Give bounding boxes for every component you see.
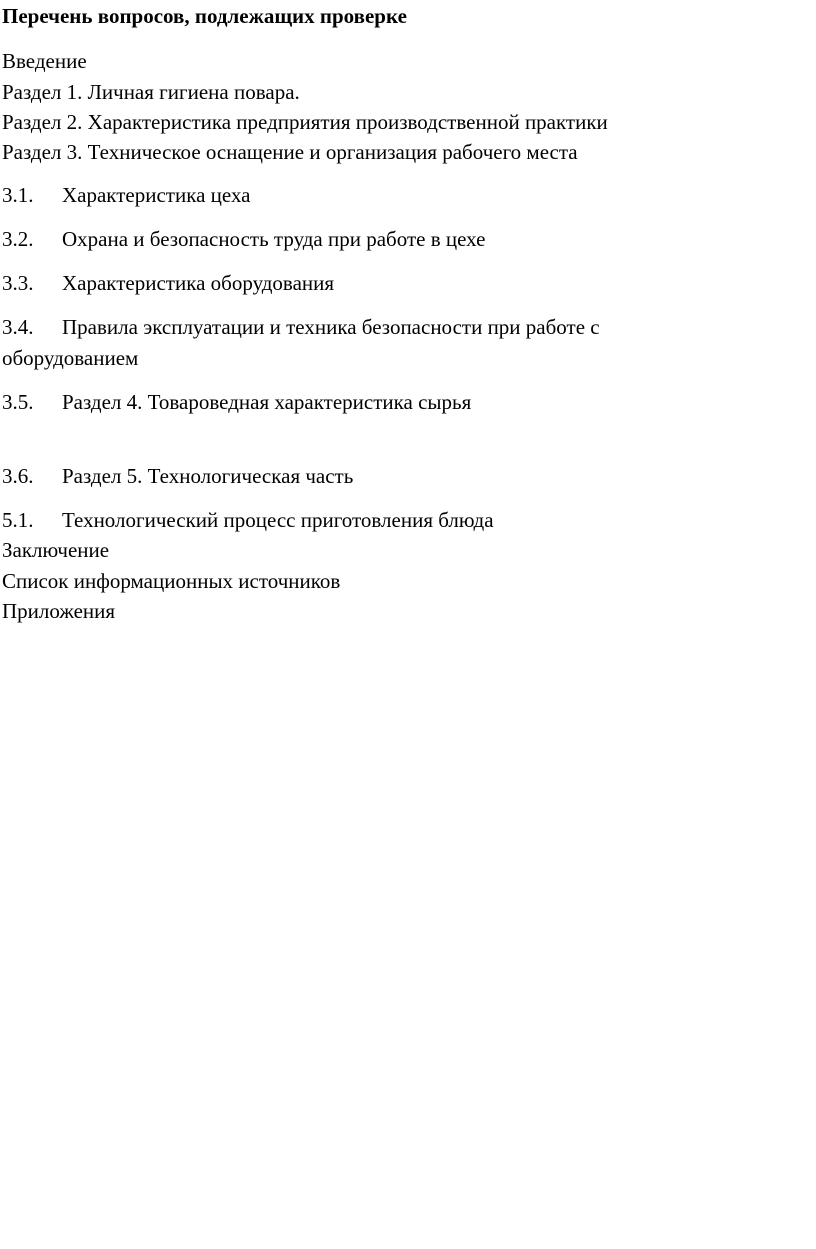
outro-line-sources: Список информационных источников [2, 569, 341, 593]
list-item-text: Правила эксплуатации и техника безопасности при работе с [62, 315, 600, 339]
list-item-number: 3.6. [2, 464, 34, 488]
list-item-5-1 [2, 505, 494, 536]
outro-line-conclusion: Заключение [2, 538, 110, 562]
intro-line-section-2: Раздел 2. Характеристика предприятия производственной практики [2, 110, 608, 134]
list-item-3-4 [2, 312, 702, 374]
list-item-3-5 [2, 387, 471, 418]
list-item-text: Раздел 5. Технологическая часть [62, 464, 354, 488]
intro-line-introduction: Введение [2, 49, 87, 73]
list-item-3-3 [2, 268, 334, 299]
list-item-number: 3.3. [2, 271, 34, 295]
list-item-number: 3.5. [2, 390, 34, 414]
intro-line-section-1: Раздел 1. Личная гигиена повара. [2, 80, 300, 104]
list-item-3-1 [2, 180, 251, 211]
list-item-text: Раздел 4. Товароведная характеристика сырья [62, 390, 472, 414]
outro-line-appendices: Приложения [2, 599, 116, 623]
list-item-text: Характеристика оборудования [62, 271, 335, 295]
list-item-text: Технологический процесс приготовления блюда [62, 508, 494, 532]
list-item-3-6 [2, 461, 353, 492]
list-item-number: 3.1. [2, 183, 34, 207]
list-item-text: Охрана и безопасность труда при работе в цехе [62, 227, 486, 251]
list-item-number: 5.1. [2, 508, 34, 532]
list-item-text-continuation: оборудованием [2, 346, 139, 370]
list-item-text: Характеристика цеха [62, 183, 251, 207]
intro-line-section-3: Раздел 3. Техническое оснащение и организация рабочего места [2, 140, 578, 164]
document-heading: Перечень вопросов, подлежащих проверке [2, 4, 407, 28]
list-item-number: 3.2. [2, 227, 34, 251]
list-item-number: 3.4. [2, 315, 34, 339]
list-item-3-2 [2, 224, 485, 255]
